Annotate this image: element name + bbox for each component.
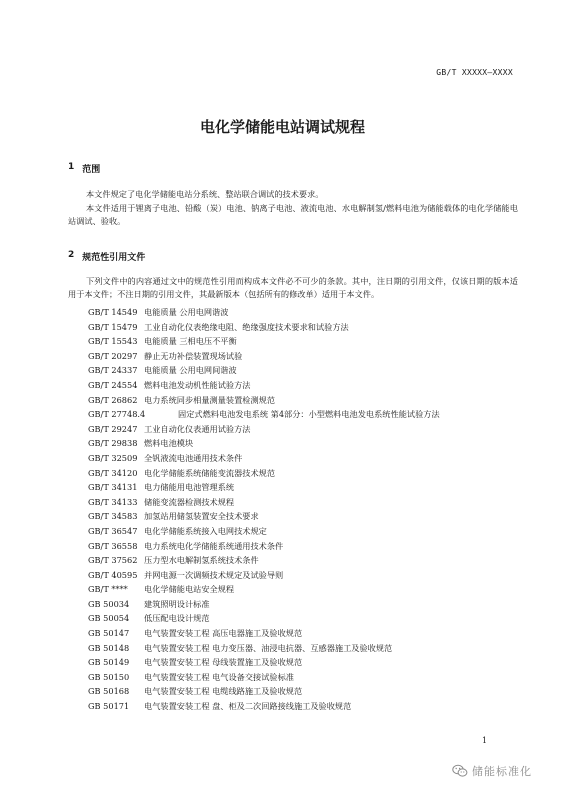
reference-title: 电化学储能电站安全规程 bbox=[144, 584, 235, 595]
reference-title: 电能质量 公用电网间谐波 bbox=[144, 365, 237, 376]
reference-title: 电气装置安装工程 电气设备交接试验标准 bbox=[144, 671, 294, 682]
reference-item bbox=[88, 568, 518, 583]
reference-title: 低压配电设计规范 bbox=[144, 613, 210, 624]
reference-code: GB/T 26862 bbox=[88, 394, 138, 405]
reference-title: 压力型水电解制氢系统技术条件 bbox=[144, 555, 259, 566]
section-2-number: 2 bbox=[68, 250, 75, 260]
reference-item bbox=[88, 407, 518, 422]
reference-title: 静止无功补偿装置现场试验 bbox=[144, 350, 243, 361]
reference-title: 电化学储能系统接入电网技术规定 bbox=[144, 525, 267, 536]
reference-title: 储能变流器检测技术规程 bbox=[144, 496, 235, 507]
section-1-number: 1 bbox=[68, 162, 75, 172]
reference-item bbox=[88, 655, 518, 670]
reference-code: GB 50147 bbox=[88, 628, 130, 639]
reference-item bbox=[88, 480, 518, 495]
reference-item bbox=[88, 451, 518, 466]
reference-code: GB/T 36558 bbox=[88, 540, 138, 551]
reference-code: GB/T 14549 bbox=[88, 307, 138, 317]
reference-code: GB 50054 bbox=[88, 613, 130, 624]
reference-title: 电气装置安装工程 电力变压器、油浸电抗器、互感器施工及验收规范 bbox=[144, 642, 393, 653]
scope-paragraph-1: 本文件规定了电化学储能电站分系统、整站联合调试的技术要求。 bbox=[86, 189, 324, 199]
reference-item bbox=[88, 436, 518, 451]
reference-code: GB/T 34131 bbox=[88, 482, 138, 493]
reference-item bbox=[88, 524, 518, 539]
reference-code: GB/T **** bbox=[88, 584, 128, 595]
reference-item bbox=[88, 349, 518, 364]
reference-item bbox=[88, 553, 518, 568]
reference-title: 电气装置安装工程 高压电器施工及验收规范 bbox=[144, 628, 303, 639]
reference-code: GB 50034 bbox=[88, 598, 130, 609]
page-number: 1 bbox=[482, 736, 488, 745]
reference-code: GB/T 40595 bbox=[88, 569, 138, 580]
scope-paragraph-2: 本文件适用于锂离子电池、铅酸（炭）电池、钠离子电池、液流电池、水电解制氢/燃料电池为储能载体的电化学储能电站调试、验收。 bbox=[68, 203, 518, 226]
section-2-title: 规范性引用文件 bbox=[82, 253, 146, 263]
reference-title: 燃料电池模块 bbox=[144, 438, 194, 449]
reference-title: 并网电源一次调频技术规定及试验导则 bbox=[144, 569, 284, 580]
reference-title: 电力系统电化学储能系统通用技术条件 bbox=[144, 540, 284, 551]
reference-item bbox=[88, 422, 518, 437]
reference-title: 加氢站用储氢装置安全技术要求 bbox=[144, 511, 259, 522]
reference-code: GB/T 37562 bbox=[88, 555, 138, 566]
reference-title: 全钒液流电池通用技术条件 bbox=[144, 452, 243, 463]
watermark-text: 储能标准化 bbox=[472, 765, 532, 778]
reference-code: GB/T 15479 bbox=[88, 321, 138, 332]
reference-item bbox=[88, 393, 518, 408]
reference-item bbox=[88, 305, 518, 320]
reference-title: 电能质量 公用电网谐波 bbox=[144, 307, 229, 317]
section-1-title: 范围 bbox=[82, 165, 101, 175]
reference-code: GB 50150 bbox=[88, 671, 130, 682]
reference-item bbox=[88, 670, 518, 685]
reference-title: 电气装置安装工程 母线装置施工及验收规范 bbox=[144, 657, 303, 668]
reference-code: GB/T 24337 bbox=[88, 365, 138, 376]
reference-item bbox=[88, 597, 518, 612]
reference-item bbox=[88, 699, 518, 714]
reference-code: GB/T 27748.4 bbox=[88, 409, 146, 420]
reference-title: 电能质量 三相电压不平衡 bbox=[144, 336, 237, 347]
reference-item bbox=[88, 495, 518, 510]
reference-code: GB/T 15543 bbox=[88, 336, 138, 347]
reference-item bbox=[88, 611, 518, 626]
reference-item bbox=[88, 626, 518, 641]
reference-list bbox=[88, 305, 518, 714]
reference-code: GB 50171 bbox=[88, 701, 130, 712]
reference-title: 工业自动化仪表通用试验方法 bbox=[144, 423, 251, 434]
section-1-heading bbox=[68, 162, 100, 175]
reference-item bbox=[88, 334, 518, 349]
reference-item bbox=[88, 509, 518, 524]
standard-code: GB/T XXXXX—XXXX bbox=[436, 68, 513, 77]
reference-item bbox=[88, 466, 518, 481]
reference-title: 电化学储能系统储能变流器技术规范 bbox=[144, 467, 276, 478]
reference-code: GB/T 36547 bbox=[88, 525, 138, 536]
section-2-heading bbox=[68, 250, 145, 263]
reference-title: 固定式燃料电池发电系统 第4部分：小型燃料电池发电系统性能试验方法 bbox=[178, 409, 440, 420]
reference-code: GB/T 24554 bbox=[88, 379, 138, 390]
reference-title: 电气装置安装工程 盘、柜及二次回路接线施工及验收规范 bbox=[144, 701, 352, 712]
reference-code: GB 50168 bbox=[88, 686, 130, 697]
reference-title: 工业自动化仪表绝缘电阻、绝缘强度技术要求和试验方法 bbox=[144, 321, 349, 332]
reference-code: GB/T 29838 bbox=[88, 438, 138, 449]
reference-code: GB 50149 bbox=[88, 657, 130, 668]
reference-code: GB/T 32509 bbox=[88, 452, 138, 463]
reference-code: GB/T 20297 bbox=[88, 350, 138, 361]
references-intro: 下列文件中的内容通过文中的规范性引用而构成本文件必不可少的条款。其中，注日期的引用文件，仅该日期的版本适用于本文件；不注日期的引用文件，其最新版本（包括所有的修改单）适用于本文件。 bbox=[68, 276, 518, 299]
reference-code: GB 50148 bbox=[88, 642, 130, 653]
reference-code: GB/T 34120 bbox=[88, 467, 138, 478]
wechat-icon bbox=[452, 764, 468, 778]
reference-item bbox=[88, 539, 518, 554]
reference-item bbox=[88, 320, 518, 335]
reference-title: 电气装置安装工程 电缆线路施工及验收规范 bbox=[144, 686, 303, 697]
document-title: 电化学储能电站调试规程 bbox=[199, 118, 365, 136]
reference-title: 电力储能用电池管理系统 bbox=[144, 482, 235, 493]
reference-item bbox=[88, 582, 518, 597]
reference-title: 电力系统同步相量测量装置检测规范 bbox=[144, 394, 276, 405]
reference-code: GB/T 34583 bbox=[88, 511, 138, 522]
reference-code: GB/T 34133 bbox=[88, 496, 138, 507]
reference-item bbox=[88, 363, 518, 378]
reference-item bbox=[88, 684, 518, 699]
reference-item bbox=[88, 378, 518, 393]
watermark bbox=[452, 763, 532, 779]
reference-item bbox=[88, 641, 518, 656]
reference-title: 燃料电池发动机性能试验方法 bbox=[144, 379, 251, 390]
reference-code: GB/T 29247 bbox=[88, 423, 138, 434]
reference-title: 建筑照明设计标准 bbox=[144, 598, 210, 609]
